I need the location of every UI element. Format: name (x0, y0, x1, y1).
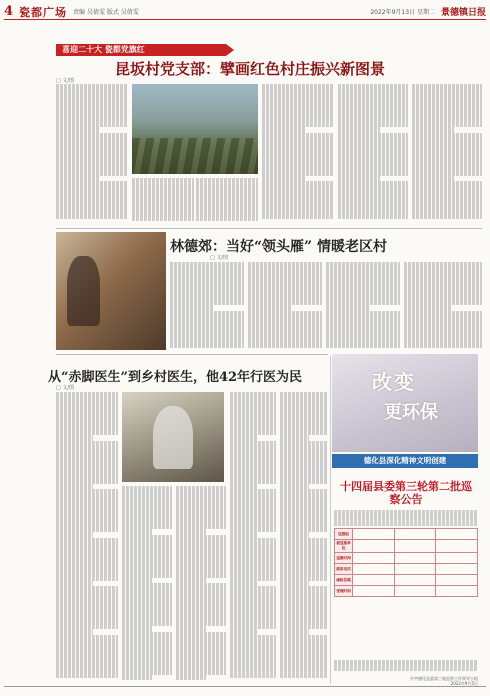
inspection-table-row (335, 586, 478, 597)
inspection-row-label: 受理时间 (335, 586, 353, 597)
inspection-cell (353, 564, 395, 575)
text-line (334, 521, 478, 526)
text-line (230, 672, 276, 677)
article1-column-3 (196, 178, 258, 224)
inspection-cell (436, 540, 478, 553)
inspection-table (334, 528, 478, 597)
text-line (338, 213, 408, 218)
inspection-cell (436, 575, 478, 586)
village-secretary-photo (56, 232, 166, 350)
text-line (404, 343, 482, 348)
text-line (280, 672, 328, 677)
article3-headline: 从“赤脚医生”到乡村医生，他42年行医为民 (48, 370, 303, 385)
page-footer (4, 686, 486, 694)
article1-column-4 (262, 84, 334, 224)
inspection-sign-date: 2022年9月5日 (450, 681, 478, 686)
village-doctor-photo (122, 392, 224, 482)
inspection-row-label: 邮政信箱 (335, 575, 353, 586)
inspection-table-row (335, 540, 478, 553)
article2-column-2 (248, 262, 322, 350)
inspection-cell (436, 553, 478, 564)
inspection-cell (353, 586, 395, 597)
inspection-row-label: 被巡察单位 (335, 540, 353, 553)
article1-column-6 (412, 84, 482, 224)
text-line (122, 675, 152, 680)
article3-column-3 (176, 486, 226, 682)
issue-date: 2022年9月13日 星期二 (370, 9, 435, 16)
inspection-cell (394, 553, 436, 564)
text-line (326, 343, 400, 348)
text-line (56, 213, 128, 218)
text-line (334, 665, 478, 670)
article2-byline: □ 文/图 (210, 255, 228, 261)
article1-kicker: 喜迎二十大 瓷都党旗红 (56, 44, 226, 56)
section-name: 瓷都广场 (19, 5, 68, 19)
article1-byline: □ 文/图 (56, 78, 74, 84)
inspection-cell (353, 529, 395, 540)
text-line (170, 343, 244, 348)
inspection-cell (436, 564, 478, 575)
text-line (412, 213, 482, 218)
text-line (248, 343, 322, 348)
ad-slogan-line2: 更环保 (384, 402, 438, 423)
inspection-row-label: 巡察组 (335, 529, 353, 540)
inspection-cell (436, 586, 478, 597)
inspection-cell (353, 575, 395, 586)
text-line (56, 672, 118, 677)
inspection-row-label: 巡察时间 (335, 553, 353, 564)
inspection-table-row (335, 529, 478, 540)
kicker-arrow-icon (226, 44, 234, 56)
inspection-sign-org: 中共德化县委第三轮巡察工作领导小组 (410, 676, 478, 681)
inspection-cell (353, 540, 395, 553)
inspection-notice-title: 十四届县委第三轮第二批巡察公告 (340, 480, 472, 506)
inspection-cell (394, 564, 436, 575)
divider (330, 356, 331, 684)
article2-column-1 (170, 262, 244, 350)
article3-column-4 (230, 392, 276, 682)
article3-column-2 (122, 486, 172, 682)
editor-info: 责编 吴倩雯 版式 吴倩雯 (73, 9, 139, 16)
page-header (4, 4, 486, 20)
ad-caption: 德化县深化精神文明创建 (332, 454, 478, 468)
inspection-table-row (335, 575, 478, 586)
inspection-cell (394, 529, 436, 540)
article1-headline: 昆坂村党支部：擘画红色村庄振兴新图景 (114, 60, 385, 78)
inspection-cell (436, 529, 478, 540)
article3-column-5 (280, 392, 328, 682)
article1-column-1 (56, 84, 128, 224)
article2-column-3 (326, 262, 400, 350)
article3-byline: □ 文/图 (56, 385, 74, 391)
inspection-table-row (335, 553, 478, 564)
village-landscape-photo (132, 84, 258, 174)
civilization-ad-image (332, 354, 478, 452)
inspection-cell (394, 586, 436, 597)
article1-column-2 (132, 178, 194, 224)
inspection-table-row (335, 564, 478, 575)
text-line (196, 216, 258, 221)
inspection-cell (353, 553, 395, 564)
article2-headline: 林德郊：当好“领头雁” 情暖老区村 (170, 239, 387, 255)
article3-column-1 (56, 392, 118, 682)
divider (56, 228, 482, 229)
ad-slogan-line1: 改变 (372, 370, 416, 394)
page-number: 4 (4, 4, 14, 19)
inspection-signature (380, 676, 478, 686)
inspection-cell (394, 575, 436, 586)
newspaper-logo: 景德镇日报 (440, 8, 486, 18)
inspection-row-label: 联系电话 (335, 564, 353, 575)
text-line (176, 675, 206, 680)
inspection-cell (394, 540, 436, 553)
article1-column-5 (338, 84, 408, 224)
article2-column-4 (404, 262, 482, 350)
text-line (262, 213, 334, 218)
divider (56, 354, 328, 355)
inspection-notice-footer (334, 660, 478, 676)
text-line (132, 216, 194, 221)
inspection-notice-intro (334, 510, 478, 528)
